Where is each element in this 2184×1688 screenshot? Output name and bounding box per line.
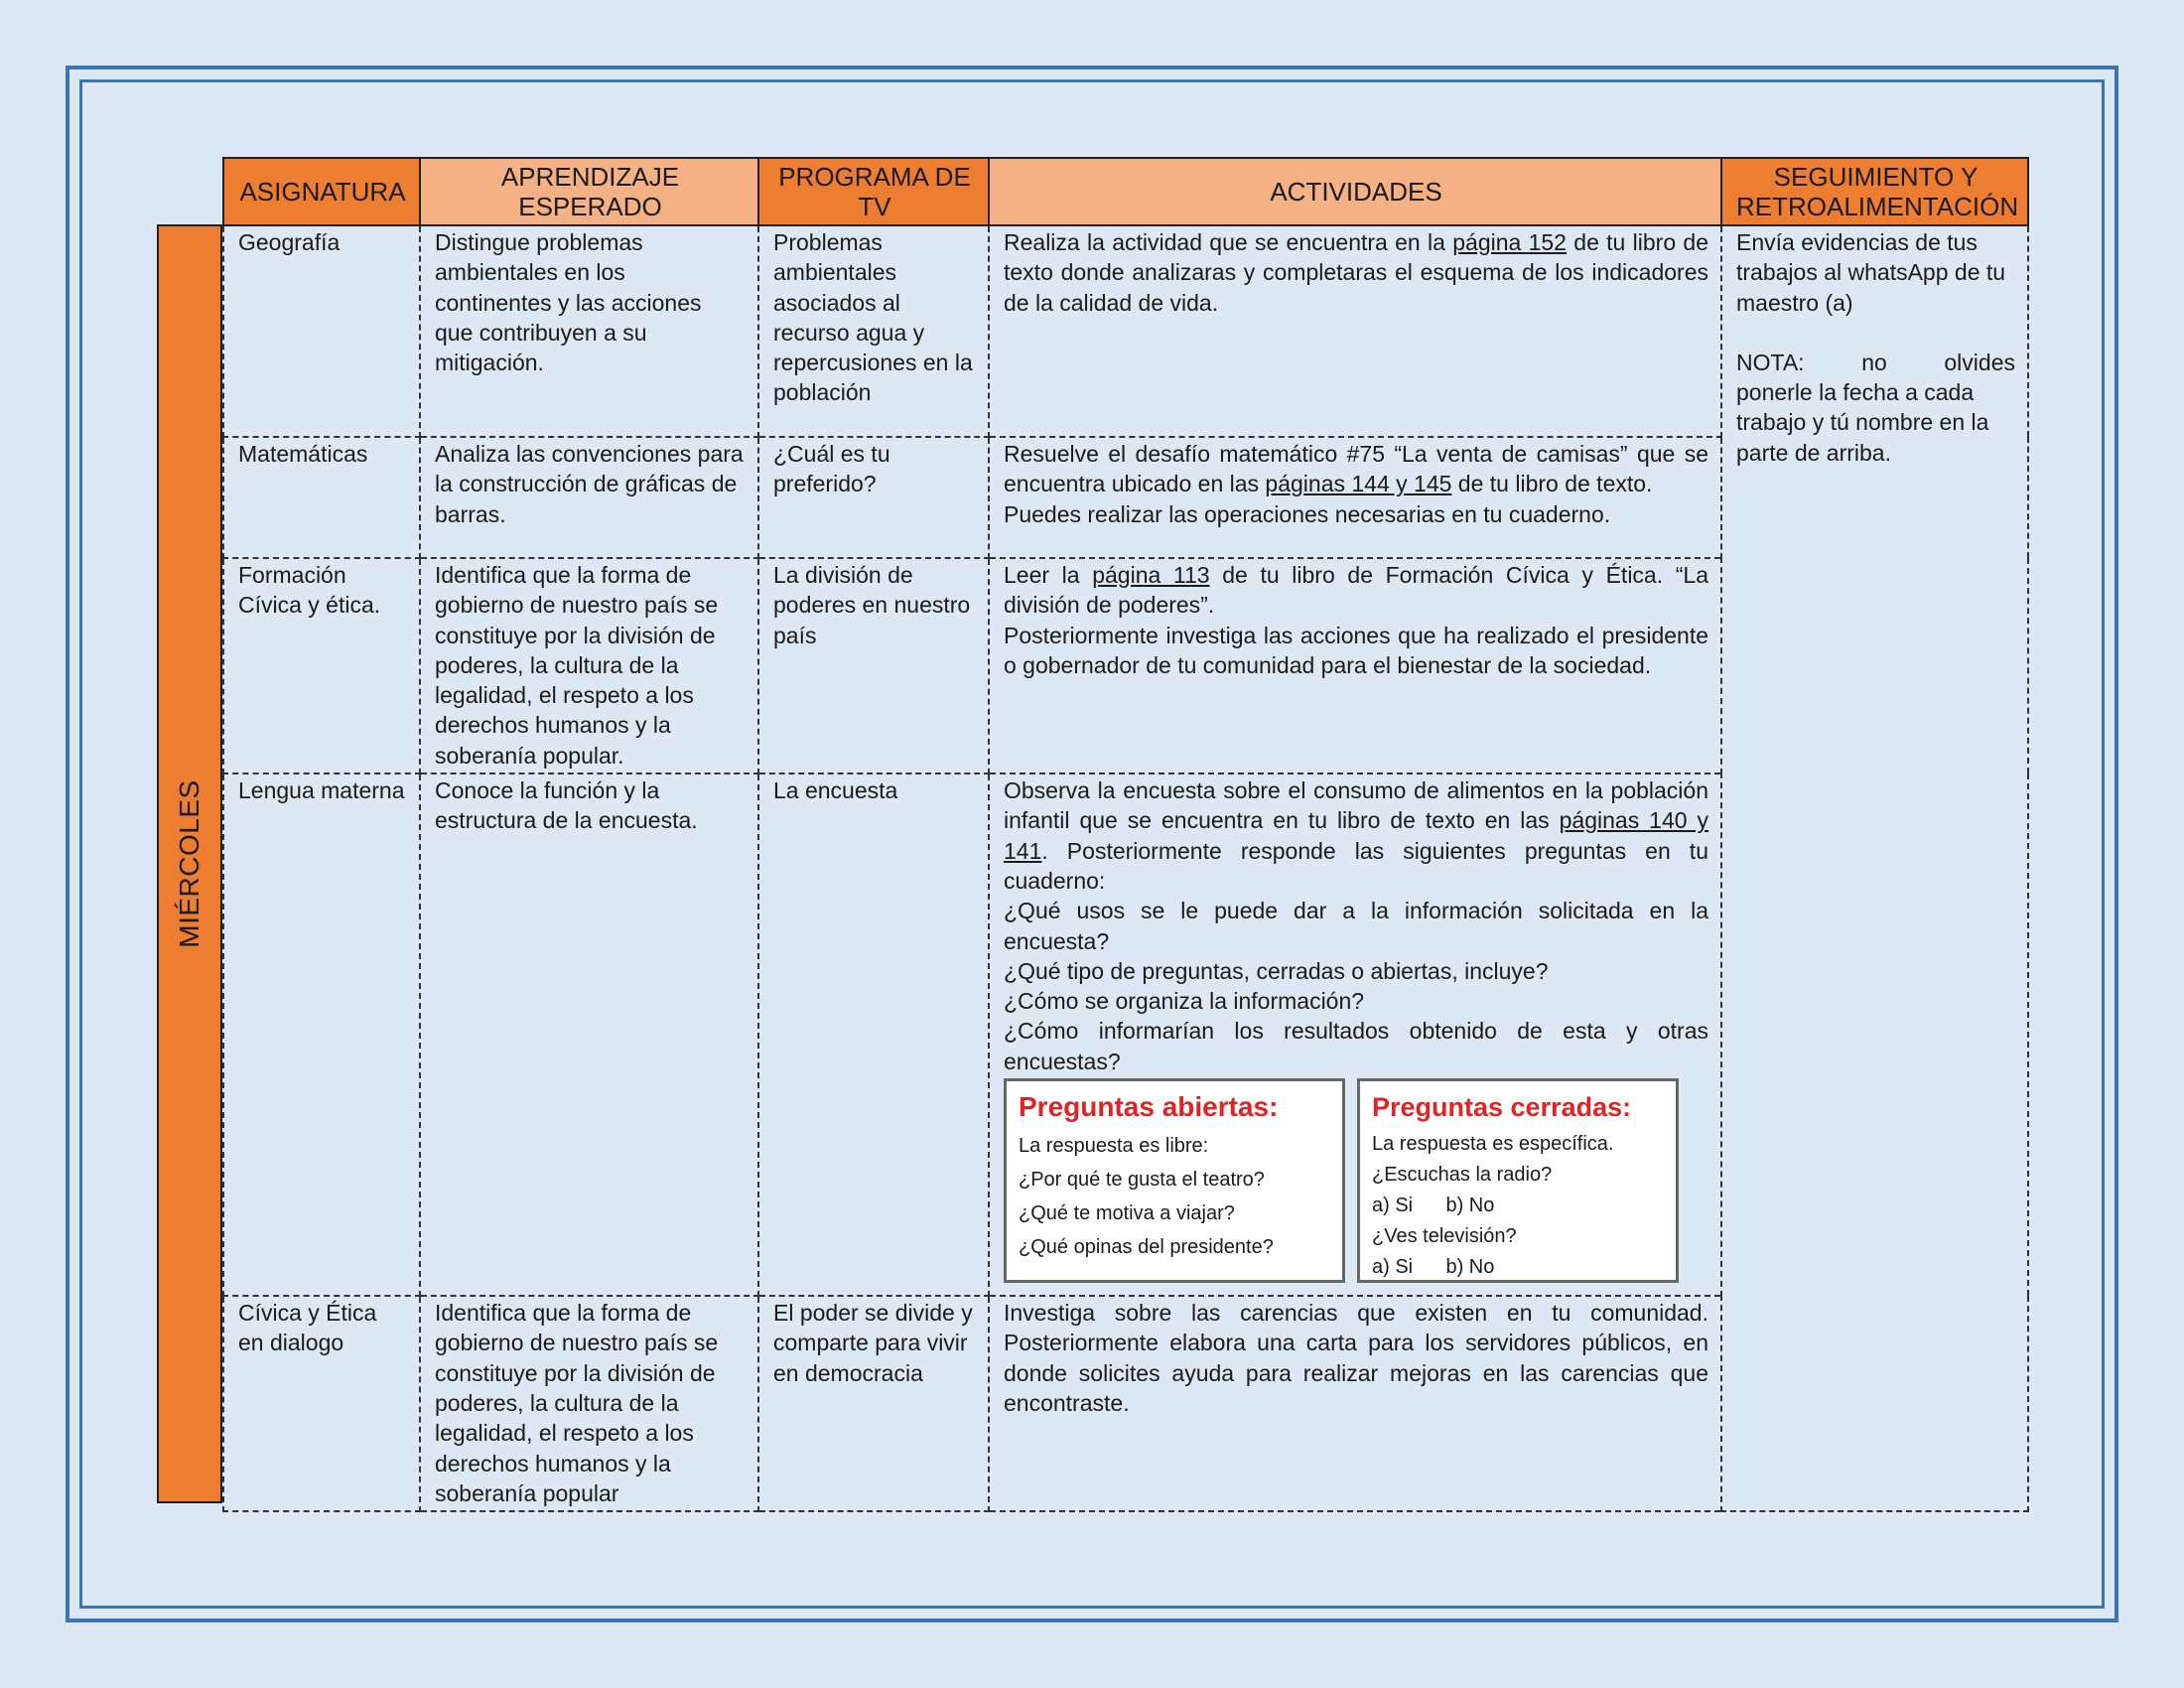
aprendizaje-cell: Distingue problemas ambientales en los continentes y las acciones que contribuyen a su mitigación. xyxy=(420,225,758,437)
aprendizaje-cell: Identifica que la forma de gobierno de nuestro país se constituye por la división de poderes, la cultura de la legalidad, el respeto a los derechos humanos y la soberanía popular. xyxy=(420,558,758,774)
aprendizaje-cell: Identifica que la forma de gobierno de nuestro país se constituye por la división de poderes, la cultura de la legalidad, el respeto a los derechos humanos y la soberanía popular xyxy=(420,1296,758,1511)
open-questions-box xyxy=(1004,1078,1345,1283)
actividades-cell: Investiga sobre las carencias que existen en tu comunidad. Posteriormente elabora una carta para los servidores públicos, en donde solicites ayuda para realizar mejoras en las carencias que encontraste. xyxy=(989,1296,1721,1511)
act-text: Realiza la actividad que se encuentra en la xyxy=(1004,229,1453,255)
closed-questions-line: La respuesta es específica. xyxy=(1372,1133,1614,1156)
open-questions-line: ¿Qué te motiva a viajar? xyxy=(1019,1202,1235,1225)
closed-questions-line: a) Si b) No xyxy=(1372,1195,1495,1217)
aprendizaje-cell: Analiza las convenciones para la construcción de gráficas de barras. xyxy=(420,437,758,558)
closed-questions-box xyxy=(1357,1078,1679,1283)
page-reference: página 113 xyxy=(1092,562,1210,588)
act-text: . Posteriormente responde las siguientes preguntas en tu cuaderno: xyxy=(1004,837,1708,894)
open-questions-line: ¿Por qué te gusta el teatro? xyxy=(1019,1169,1265,1192)
programa-cell: La división de poderes en nuestro país xyxy=(758,558,989,774)
day-column xyxy=(157,224,222,1503)
open-questions-line: ¿Qué opinas del presidente? xyxy=(1019,1236,1274,1259)
header-aprendizaje: APRENDIZAJE ESPERADO xyxy=(420,158,758,225)
act-text: Posteriormente investiga las acciones que ha realizado el presidente o gobernador de tu comunidad para el bienestar de la sociedad. xyxy=(1004,622,1708,678)
nota-line xyxy=(1736,348,2015,377)
act-text: de tu libro de texto donde analizaras y completaras el esquema de los indicadores de la calidad de vida. xyxy=(1004,229,1708,316)
header-row xyxy=(223,158,2028,225)
asignatura-cell: Matemáticas xyxy=(223,437,420,558)
day-label: MIÉRCOLES xyxy=(174,779,205,948)
question-4: ¿Cómo informarían los resultados obtenido de esta y otras encuestas? xyxy=(1004,1018,1708,1074)
actividades-cell xyxy=(989,437,1721,558)
programa-cell: La encuesta xyxy=(758,774,989,1296)
asignatura-cell: Formación Cívica y ética. xyxy=(223,558,420,774)
actividades-cell xyxy=(989,558,1721,774)
header-programa: PROGRAMA DE TV xyxy=(758,158,989,225)
nota-label: NOTA: xyxy=(1736,349,1805,375)
nota-text: ponerle la fecha a cada trabajo y tú nombre en la parte de arriba. xyxy=(1736,379,1989,466)
question-1: ¿Qué usos se le puede dar a la información solicitada en la encuesta? xyxy=(1004,898,1708,954)
asignatura-cell: Geografía xyxy=(223,225,420,437)
table-row xyxy=(223,225,2028,437)
seguimiento-cell xyxy=(1721,225,2028,1511)
page-reference: página 152 xyxy=(1452,229,1567,255)
question-3: ¿Cómo se organiza la información? xyxy=(1004,988,1365,1015)
open-questions-line: La respuesta es libre: xyxy=(1019,1135,1209,1158)
closed-questions-line: ¿Escuchas la radio? xyxy=(1372,1164,1553,1187)
act-text: de tu libro de Formación Cívica y Ética. “La división de poderes”. xyxy=(1004,562,1709,619)
act-text: Observa la encuesta sobre el consumo de alimentos en la población infantil que se encuentra en tu libro de texto en las xyxy=(1004,777,1708,834)
act-text: Leer la xyxy=(1004,562,1093,588)
actividades-cell xyxy=(989,774,1721,1296)
page-reference: páginas 140 y 141 xyxy=(1004,807,1708,864)
asignatura-cell: Cívica y Ética en dialogo xyxy=(223,1296,420,1511)
open-questions-title: Preguntas abiertas: xyxy=(1019,1091,1279,1123)
seguimiento-text: Envía evidencias de tus trabajos al whatsApp de tu maestro (a) xyxy=(1736,229,2006,316)
closed-questions-line: ¿Ves televisión? xyxy=(1372,1225,1517,1248)
act-text: Resuelve el desafío matemático #75 “La venta de camisas” que se encuentra ubicado en las xyxy=(1004,441,1708,497)
page-reference: páginas 144 y 145 xyxy=(1265,471,1452,497)
programa-cell: El poder se divide y comparte para vivir en democracia xyxy=(758,1296,989,1511)
header-seguimiento: SEGUIMIENTO Y RETROALIMENTACIÓN xyxy=(1721,158,2028,225)
lesson-plan-table xyxy=(222,157,2029,1512)
header-asignatura: ASIGNATURA xyxy=(223,158,420,225)
question-types-images xyxy=(1004,1078,1708,1283)
aprendizaje-cell: Conoce la función y la estructura de la encuesta. xyxy=(420,774,758,1296)
header-actividades: ACTIVIDADES xyxy=(989,158,1721,225)
closed-questions-title: Preguntas cerradas: xyxy=(1372,1092,1632,1123)
asignatura-cell: Lengua materna xyxy=(223,774,420,1296)
question-2: ¿Qué tipo de preguntas, cerradas o abiertas, incluye? xyxy=(1004,957,1549,984)
actividades-cell xyxy=(989,225,1721,437)
act-text: de tu libro de texto. xyxy=(1451,471,1653,497)
nota-word: no xyxy=(1861,349,1887,375)
programa-cell: Problemas ambientales asociados al recurso agua y repercusiones en la población xyxy=(758,225,989,437)
programa-cell: ¿Cuál es tu preferido? xyxy=(758,437,989,558)
act-text: Puedes realizar las operaciones necesarias en tu cuaderno. xyxy=(1004,500,1611,527)
nota-word: olvides xyxy=(1944,349,2015,375)
closed-questions-line: a) Si b) No xyxy=(1372,1256,1495,1279)
